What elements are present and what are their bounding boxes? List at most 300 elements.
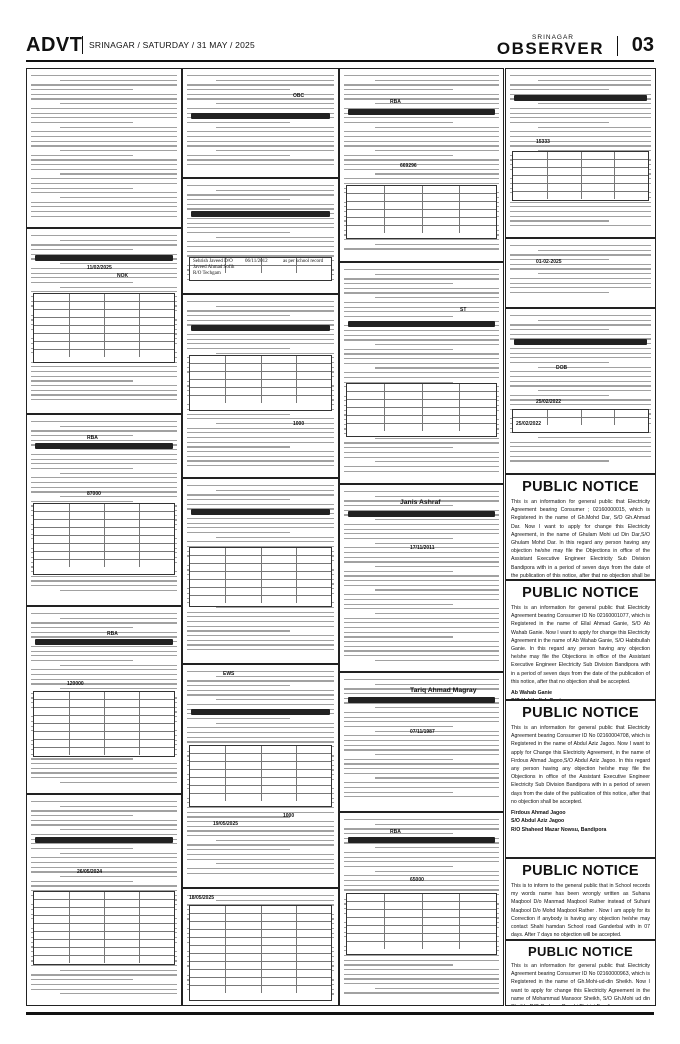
table-cell-divider — [261, 770, 262, 777]
ad-text-line — [375, 824, 499, 825]
table-cell-divider — [547, 418, 548, 425]
ad-text-line — [344, 552, 499, 553]
table-cell-divider — [261, 962, 262, 969]
table-cell-divider — [139, 294, 140, 301]
ad-text-line — [31, 277, 177, 278]
ad-text-line — [375, 731, 499, 732]
table-cell-divider — [581, 152, 582, 159]
notice-title: PUBLIC NOTICE — [527, 944, 633, 959]
ad-text-line — [344, 557, 499, 558]
ad-text-line — [216, 190, 334, 191]
table-cell-divider — [296, 548, 297, 555]
table-cell-divider — [261, 588, 262, 595]
notice-body: This is an information for general public that Electricity Agreement bearing Consumer ID No 02160001077, which is Registered in the name of Ellal Ahmad Ganie, S/O Ab Wahab Ganie. Now I want to apply for change this Electricity Agreement in the name of Ab Wahab Ganie, S/O Habibullah Ganie. In this regard any person having any objection he/she may file the Objections in office of the Assistant Executive Engineer Electricity Sub Division Bandipora with in a period of seven days from the date of the publication of this notice, after that no objection shall be accepted. — [511, 605, 650, 685]
table-row — [34, 732, 174, 740]
classified-ad — [26, 414, 182, 606]
table-cell-divider — [225, 770, 226, 777]
ad-heading — [514, 339, 647, 345]
table-cell-divider — [225, 388, 226, 395]
table-row — [347, 416, 496, 424]
table-cell-divider — [384, 186, 385, 193]
table-cell-divider — [296, 356, 297, 363]
ad-text-line — [187, 343, 334, 344]
ad-text-line — [344, 457, 499, 458]
table-cell-divider — [581, 160, 582, 167]
ad-text-line — [216, 237, 334, 238]
signature-line: S/O Abdul Aziz Jagoo — [511, 818, 565, 825]
table-cell-divider — [384, 424, 385, 431]
table-cell-divider — [581, 410, 582, 417]
ad-text-line — [344, 353, 499, 354]
classified-ad — [339, 672, 504, 812]
ad-text-line — [31, 385, 177, 386]
ad-table — [33, 503, 175, 575]
table-cell-divider — [261, 548, 262, 555]
ad-text-line — [510, 254, 651, 255]
ad-text-line — [31, 94, 177, 95]
ad-text-line — [31, 867, 177, 868]
ad-text-line — [344, 292, 499, 293]
table-cell-divider — [225, 580, 226, 587]
ad-text-line — [216, 699, 334, 700]
table-cell-divider — [296, 946, 297, 953]
ad-date: 18/05/2025 — [189, 895, 215, 901]
table-row — [34, 692, 174, 700]
ad-tag: RBA — [87, 435, 98, 441]
table-cell-divider — [422, 934, 423, 941]
ad-text-line — [216, 900, 334, 901]
table-row — [34, 916, 174, 924]
table-cell-divider — [104, 740, 105, 747]
table-cell-divider — [261, 380, 262, 387]
table-cell-divider — [69, 716, 70, 723]
table-cell-divider — [104, 924, 105, 931]
table-cell-divider — [69, 908, 70, 915]
notice-body: This is an information for general public that Electricity Agreement bearing Consumer ID No 02160000963, which is Registered in the name of Gh.Mohi-ud-din Sheikh. Now I want to apply for change this Electricity Agreement in the name of Mohammad Mansoor Sheikh, S/O Gh.Mohi ud din — [511, 963, 650, 1002]
ad-text-line — [510, 357, 651, 358]
ad-text-line — [344, 740, 499, 741]
ad-text-line — [344, 852, 499, 853]
ad-text-line — [60, 127, 177, 128]
ad-text-line — [510, 245, 651, 246]
table-cell-divider — [261, 388, 262, 395]
ad-text-line — [187, 485, 334, 486]
table-cell-divider — [139, 940, 140, 947]
ad-text-line — [344, 491, 499, 492]
ad-text-line — [187, 718, 290, 719]
table-row — [190, 914, 331, 922]
ad-text-line — [31, 815, 133, 816]
ad-text-line — [510, 324, 651, 325]
table-cell-divider — [614, 168, 615, 175]
ad-text-line — [31, 487, 177, 488]
table-row — [34, 528, 174, 536]
table-cell-divider — [296, 564, 297, 571]
table-cell-divider — [104, 326, 105, 333]
table-row — [34, 956, 174, 963]
table-cell-divider — [104, 892, 105, 899]
ad-number: 15333 — [536, 139, 550, 145]
table-cell-divider — [225, 778, 226, 785]
ad-heading — [191, 113, 330, 119]
ad-text-line — [344, 599, 499, 600]
table-cell-divider — [104, 536, 105, 543]
ad-text-line — [187, 844, 334, 845]
ad-text-line — [187, 456, 334, 457]
table-cell-divider — [384, 894, 385, 901]
ad-table — [346, 893, 497, 955]
table-cell-divider — [384, 902, 385, 909]
ad-text-line — [187, 223, 334, 224]
ad-text-line — [31, 857, 177, 858]
table-cell-divider — [104, 724, 105, 731]
footer-rule — [26, 1012, 654, 1015]
ad-text-line — [344, 94, 499, 95]
ad-text-line — [60, 240, 177, 241]
table-cell-divider — [69, 520, 70, 527]
table-cell-divider — [422, 392, 423, 399]
table-cell-divider — [69, 350, 70, 357]
table-cell-divider — [422, 424, 423, 431]
table-row — [513, 152, 648, 160]
table-cell-divider — [225, 364, 226, 371]
ad-text-line — [31, 421, 177, 422]
table-cell-divider — [459, 400, 460, 407]
ad-text-line — [31, 145, 177, 146]
ad-date: 25/02/2022 — [516, 421, 542, 427]
ad-text-line — [510, 404, 651, 405]
table-row — [34, 326, 174, 334]
table-cell-divider — [104, 310, 105, 317]
table-cell-divider — [581, 176, 582, 183]
ad-text-line — [187, 644, 334, 645]
ad-text-line — [31, 141, 177, 142]
ad-text-lines — [31, 75, 177, 220]
ad-text-line — [344, 288, 499, 289]
ad-text-line — [60, 806, 177, 807]
table-row — [190, 746, 331, 754]
ad-text-line — [31, 216, 177, 217]
ad-text-line — [375, 613, 499, 614]
ad-text-line — [187, 680, 334, 681]
table-row — [190, 588, 331, 596]
table-cell-divider — [384, 934, 385, 941]
ad-text-line — [31, 989, 177, 990]
ad-text-line — [344, 974, 499, 975]
ad-text-line — [344, 641, 499, 642]
table-row — [34, 318, 174, 326]
ad-amount: 1000 — [293, 421, 305, 427]
table-cell-divider — [459, 226, 460, 233]
table-cell-divider — [614, 160, 615, 167]
ad-text-line — [344, 759, 453, 760]
table-cell-divider — [296, 770, 297, 777]
ad-text-line — [31, 164, 177, 165]
table-cell-divider — [261, 922, 262, 929]
table-cell-divider — [225, 786, 226, 793]
ad-text-line — [344, 992, 499, 993]
ad-text-line — [344, 819, 499, 820]
ad-text-line — [31, 366, 177, 367]
ad-text-line — [510, 446, 651, 447]
table-cell-divider — [459, 384, 460, 391]
ad-text-line — [60, 103, 177, 104]
table-row — [34, 512, 174, 520]
table-cell-divider — [69, 940, 70, 947]
table-row — [347, 918, 496, 926]
ad-text-line — [344, 533, 499, 534]
ad-text-line — [31, 646, 177, 647]
ad-tag: OBC — [293, 93, 305, 99]
ad-text-line — [31, 98, 177, 99]
ad-text-line — [510, 376, 651, 377]
table-cell-divider — [581, 184, 582, 191]
ad-text-line — [187, 849, 290, 850]
table-cell-divider — [225, 754, 226, 761]
table-cell-divider — [225, 930, 226, 937]
ad-text-line — [60, 853, 177, 854]
ad-text-lines — [187, 75, 334, 169]
ad-text-line — [510, 451, 651, 452]
table-row — [34, 350, 174, 357]
ad-text-line — [510, 334, 651, 335]
table-cell-divider — [104, 552, 105, 559]
table-cell-divider — [261, 930, 262, 937]
ad-text-line — [187, 494, 334, 495]
table-cell-divider — [384, 918, 385, 925]
classified-ad — [182, 888, 339, 1006]
ad-text-line — [31, 820, 177, 821]
ad-amount: 1000 — [283, 813, 295, 819]
ad-text-line — [187, 75, 334, 76]
applicant-name: Janis Ashraf — [400, 499, 441, 506]
public-notice — [505, 700, 656, 858]
ad-text-line — [31, 155, 133, 156]
ad-text-line — [344, 169, 499, 170]
classified-ad — [339, 484, 504, 672]
ad-text-line — [31, 390, 177, 391]
ad-text-line — [510, 206, 651, 207]
ad-text-line — [375, 274, 499, 275]
table-cell-divider — [422, 202, 423, 209]
ad-text-line — [216, 353, 334, 354]
ad-text-line — [187, 835, 334, 836]
table-row — [34, 294, 174, 302]
table-cell-divider — [104, 504, 105, 511]
notice-title: PUBLIC NOTICE — [522, 705, 639, 721]
ad-text-line — [31, 758, 133, 759]
table-cell-divider — [225, 588, 226, 595]
table-row — [34, 334, 174, 342]
ad-text-line — [31, 188, 133, 189]
ad-text-line — [344, 141, 499, 142]
table-cell-divider — [261, 572, 262, 579]
table-cell-divider — [225, 986, 226, 993]
table-cell-divider — [69, 302, 70, 309]
table-cell-divider — [225, 906, 226, 913]
ad-text-line — [31, 235, 177, 236]
ad-heading — [191, 211, 330, 217]
ad-text-line — [31, 669, 177, 670]
ad-text-line — [510, 353, 651, 354]
ad-text-line — [31, 979, 133, 980]
table-cell-divider — [104, 528, 105, 535]
ad-text-line — [538, 390, 651, 391]
table-cell-divider — [225, 970, 226, 977]
table-cell-divider — [422, 894, 423, 901]
table-cell-divider — [296, 364, 297, 371]
ad-heading — [514, 95, 647, 101]
ad-text-line — [187, 504, 334, 505]
ad-text-line — [344, 524, 499, 525]
table-cell-divider — [384, 942, 385, 949]
table-row — [347, 384, 496, 392]
ad-text-line — [375, 847, 499, 848]
table-row — [347, 934, 496, 942]
ad-text-line — [375, 988, 499, 989]
ad-text-line — [31, 824, 177, 825]
ad-text-line — [510, 395, 609, 396]
table-cell-divider — [225, 962, 226, 969]
ad-tag: RBA — [390, 99, 401, 105]
ad-text-line — [187, 251, 334, 252]
ad-text-line — [344, 969, 499, 970]
ad-text-line — [187, 873, 334, 874]
table-cell-divider — [69, 310, 70, 317]
ad-text-line — [344, 98, 499, 99]
table-cell-divider — [139, 692, 140, 699]
notice-body: This is an information for general public that Electricity Agreement bearing Consumer ; 02160000015, which is Registered in the name of Gh.Mohd Dar, S/O Gh.Ahmad Dar. Now I want to apply for change this Electricity Agreement, in the name of Ghulam Mohi ud Din Dar,S/O Ghulam Mohd Dar. In this regard any person having any objection he/she may file the Objections in office of the Assistant Executive Engineer Electricity Sub Division Bandipora with in a period of seven days from the date of the publication of this notice, after that no objection shall be — [511, 499, 650, 579]
table-cell-divider — [547, 152, 548, 159]
ad-heading — [191, 325, 330, 331]
table-cell-divider — [384, 416, 385, 423]
ad-text-line — [344, 377, 499, 378]
ad-text-line — [187, 460, 334, 461]
table-row — [347, 218, 496, 226]
table-cell-divider — [139, 560, 140, 567]
table-cell-divider — [69, 512, 70, 519]
ad-tag: ST — [460, 307, 467, 313]
ad-text-line — [510, 399, 651, 400]
table-cell-divider — [261, 970, 262, 977]
ad-text-line — [31, 482, 177, 483]
ad-text-line — [344, 580, 499, 581]
ad-heading — [35, 639, 173, 645]
table-row — [347, 926, 496, 934]
ad-text-line — [187, 541, 334, 542]
table-cell-divider — [225, 356, 226, 363]
ad-text-line — [344, 712, 499, 713]
ad-text-line — [344, 594, 499, 595]
table-cell-divider — [139, 318, 140, 325]
ad-text-line — [187, 155, 290, 156]
ad-text-line — [510, 145, 651, 146]
ad-text-line — [510, 283, 651, 284]
ad-text-line — [344, 538, 453, 539]
table-cell-divider — [296, 596, 297, 603]
table-row — [34, 924, 174, 932]
table-cell-divider — [296, 556, 297, 563]
ad-text-line — [344, 735, 499, 736]
ad-text-line — [344, 636, 453, 637]
ad-text-line — [216, 127, 334, 128]
table-cell-divider — [296, 588, 297, 595]
ad-text-line — [344, 749, 499, 750]
table-cell-divider — [547, 192, 548, 199]
table-cell-divider — [422, 910, 423, 917]
table-cell-divider — [69, 560, 70, 567]
table-cell-divider — [104, 350, 105, 357]
ad-text-line — [344, 178, 499, 179]
ad-text-line — [344, 983, 499, 984]
ad-text-line — [344, 442, 499, 443]
table-cell-divider — [139, 544, 140, 551]
ad-text-line — [60, 150, 177, 151]
classified-ad — [505, 308, 656, 474]
notice-body: This is to inform to the general public that in School records my words name has been wrongly written as Suhana Maqbool D/o Manmad Maqbool Rather instead of Suhani Maqbool D/o Mohd Maqbool Rather . Now I am apply for its Correction if anybody is having any objection he/she may contact Shahi hamdan School road Ganderbal with in 07 days. After 7 days no objection will be accepted. — [511, 883, 650, 939]
table-row — [34, 544, 174, 552]
ad-date: 17/11/2011 — [410, 545, 435, 551]
table-cell-divider — [422, 384, 423, 391]
ad-text-line — [60, 80, 177, 81]
ad-text-line — [31, 282, 133, 283]
table-cell-divider — [384, 202, 385, 209]
ad-text-line — [187, 626, 334, 627]
record-name-line: Sehrish Javeed D/O — [193, 259, 233, 264]
ad-text-line — [187, 199, 290, 200]
table-cell-divider — [225, 922, 226, 929]
ad-text-line — [187, 816, 290, 817]
table-cell-divider — [384, 384, 385, 391]
ad-text-line — [344, 335, 499, 336]
ad-text-line — [187, 432, 334, 433]
table-cell-divider — [139, 310, 140, 317]
ad-table — [189, 547, 332, 607]
record-name-line: R/O Techgam — [193, 271, 221, 276]
ad-text-line — [31, 122, 133, 123]
table-cell-divider — [459, 902, 460, 909]
ad-text-line — [31, 463, 177, 464]
table-cell-divider — [69, 732, 70, 739]
table-cell-divider — [296, 754, 297, 761]
ad-text-line — [60, 876, 177, 877]
table-row — [190, 978, 331, 986]
ad-heading — [348, 697, 495, 703]
table-row — [34, 536, 174, 544]
ad-heading — [35, 443, 173, 449]
ad-text-line — [344, 159, 499, 160]
ad-table — [33, 891, 175, 965]
table-cell-divider — [104, 294, 105, 301]
notice-body: This is an information for general public that Electricity Agreement bearing Consumer ID No 02160004708, which is Registered in the name of Abdul Aziz Jagoo. Now I want to apply for Change this Electricity Agreement, in the name of Firdous Ahmad Jagoo,S/O Abdul Aziz Jagoo. In this regard any person having any objection he/she may file the Objections in office of the Assistant Executive Engineer Electricity Sub Division Bandipora with in a period of seven days from the date of the publication of this notice, after that no objection shall be accepted. — [511, 725, 650, 805]
ad-text-line — [31, 777, 177, 778]
table-cell-divider — [547, 168, 548, 175]
ad-text-line — [216, 103, 334, 104]
table-row — [190, 762, 331, 770]
ad-text-line — [538, 127, 651, 128]
classified-ad — [26, 228, 182, 414]
ad-text-line — [60, 829, 177, 830]
ad-text-line — [344, 604, 453, 605]
ad-text-line — [344, 316, 453, 317]
table-cell-divider — [384, 926, 385, 933]
ad-table — [512, 151, 649, 201]
ad-text-line — [344, 471, 499, 472]
ad-text-line — [31, 108, 177, 109]
ad-text-line — [187, 868, 334, 869]
ad-text-line — [31, 655, 177, 656]
ad-text-line — [31, 984, 177, 985]
